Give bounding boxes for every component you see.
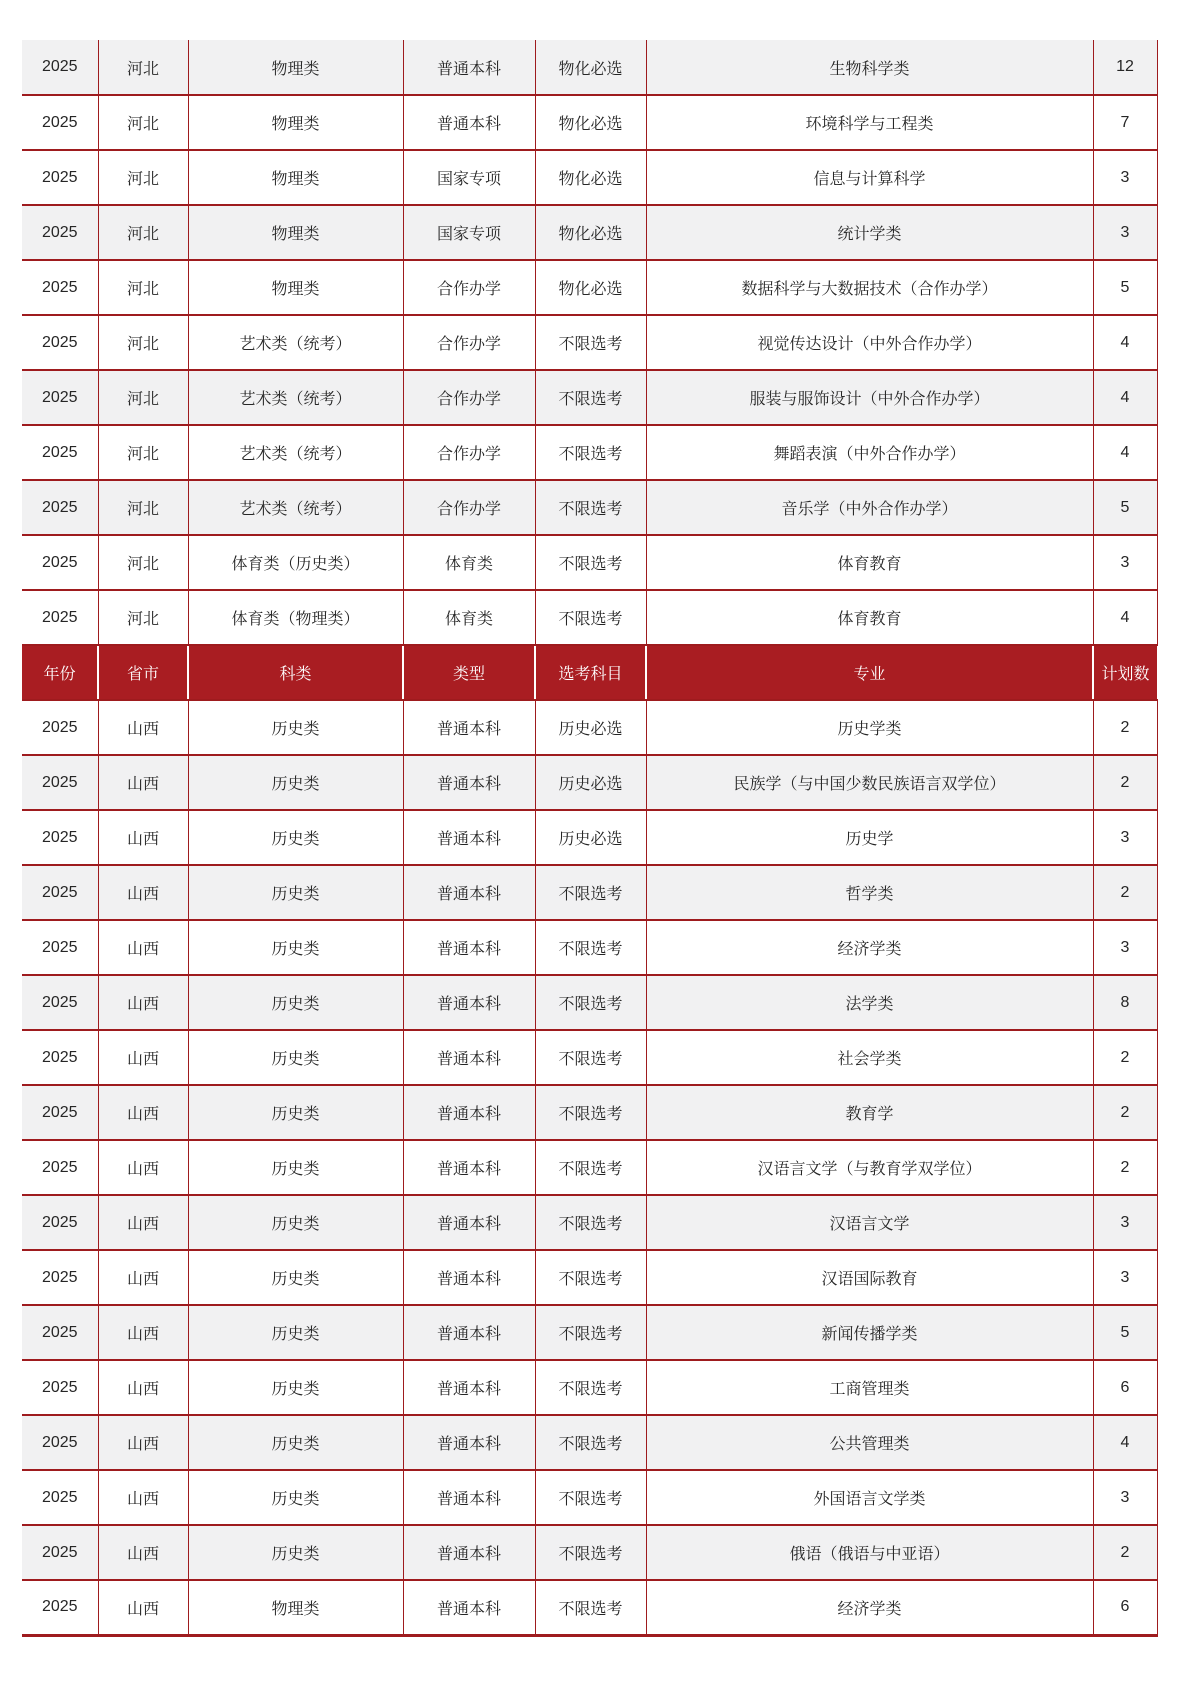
- table-cell: 4: [1093, 315, 1157, 370]
- table-cell: 社会学类: [646, 1030, 1093, 1085]
- table-cell: 2: [1093, 755, 1157, 810]
- table-cell: 2025: [22, 1415, 98, 1470]
- table-cell: 不限选考: [535, 1305, 646, 1360]
- table-cell: 山西: [98, 1580, 188, 1635]
- table-cell: 不限选考: [535, 1085, 646, 1140]
- table-cell: 舞蹈表演（中外合作办学）: [646, 425, 1093, 480]
- table-row: [22, 425, 1157, 480]
- table-row: [22, 1525, 1157, 1580]
- table-cell: 6: [1093, 1580, 1157, 1635]
- table-cell: 物理类: [188, 1580, 403, 1635]
- table-cell: 物理类: [188, 40, 403, 95]
- table-cell: 4: [1093, 590, 1157, 645]
- table-cell: 不限选考: [535, 315, 646, 370]
- table-cell: 3: [1093, 810, 1157, 865]
- table-cell: 外国语言文学类: [646, 1470, 1093, 1525]
- table-row: [22, 260, 1157, 315]
- table-cell: 2025: [22, 920, 98, 975]
- table-cell: 物理类: [188, 205, 403, 260]
- table-cell: 艺术类（统考）: [188, 315, 403, 370]
- table-row: [22, 1195, 1157, 1250]
- table-row: [22, 535, 1157, 590]
- table-row: [22, 150, 1157, 205]
- table-cell: 山西: [98, 1360, 188, 1415]
- table-cell: 历史类: [188, 1470, 403, 1525]
- header-cell: 科类: [188, 645, 403, 700]
- table-cell: 山西: [98, 810, 188, 865]
- table-row: [22, 1580, 1157, 1635]
- table-cell: 山西: [98, 1085, 188, 1140]
- table-cell: 普通本科: [403, 95, 535, 150]
- table-cell: 公共管理类: [646, 1415, 1093, 1470]
- table-cell: 普通本科: [403, 865, 535, 920]
- table-cell: 河北: [98, 260, 188, 315]
- table-row: [22, 920, 1157, 975]
- table-cell: 2025: [22, 95, 98, 150]
- table-cell: 哲学类: [646, 865, 1093, 920]
- table-cell: 普通本科: [403, 700, 535, 755]
- table-cell: 3: [1093, 205, 1157, 260]
- table-cell: 普通本科: [403, 810, 535, 865]
- table-cell: 不限选考: [535, 920, 646, 975]
- table-row: [22, 1415, 1157, 1470]
- table-cell: 统计学类: [646, 205, 1093, 260]
- table-cell: 2025: [22, 1305, 98, 1360]
- table-cell: 历史类: [188, 1030, 403, 1085]
- table-cell: 不限选考: [535, 480, 646, 535]
- table-cell: 历史类: [188, 1305, 403, 1360]
- table-cell: 艺术类（统考）: [188, 370, 403, 425]
- table-cell: 普通本科: [403, 755, 535, 810]
- table-cell: 普通本科: [403, 1030, 535, 1085]
- table-cell: 3: [1093, 150, 1157, 205]
- table-cell: 普通本科: [403, 1415, 535, 1470]
- table-cell: 历史类: [188, 920, 403, 975]
- table-cell: 2025: [22, 1580, 98, 1635]
- table-row: [22, 1140, 1157, 1195]
- table-cell: 体育教育: [646, 535, 1093, 590]
- table-cell: 2025: [22, 1525, 98, 1580]
- table-row: [22, 590, 1157, 645]
- table-cell: 俄语（俄语与中亚语）: [646, 1525, 1093, 1580]
- table-cell: 2: [1093, 865, 1157, 920]
- table-row: [22, 1250, 1157, 1305]
- table-cell: 历史类: [188, 1085, 403, 1140]
- table-cell: 历史必选: [535, 810, 646, 865]
- table-header-row: [22, 645, 1157, 700]
- table-cell: 普通本科: [403, 920, 535, 975]
- table-row: [22, 1305, 1157, 1360]
- table-cell: 不限选考: [535, 1470, 646, 1525]
- table-cell: 3: [1093, 1195, 1157, 1250]
- table-cell: 不限选考: [535, 1360, 646, 1415]
- table-cell: 不限选考: [535, 1195, 646, 1250]
- table-cell: 普通本科: [403, 1525, 535, 1580]
- table-cell: 历史类: [188, 1525, 403, 1580]
- table-cell: 体育类（历史类）: [188, 535, 403, 590]
- table-cell: 历史类: [188, 755, 403, 810]
- table-cell: 2025: [22, 810, 98, 865]
- table-cell: 体育类: [403, 535, 535, 590]
- table-cell: 历史类: [188, 1140, 403, 1195]
- table-cell: 音乐学（中外合作办学）: [646, 480, 1093, 535]
- table-row: [22, 1085, 1157, 1140]
- table-cell: 2025: [22, 1360, 98, 1415]
- table-cell: 汉语国际教育: [646, 1250, 1093, 1305]
- header-cell: 计划数: [1093, 645, 1157, 700]
- table-cell: 河北: [98, 480, 188, 535]
- table-cell: 不限选考: [535, 1250, 646, 1305]
- table-cell: 不限选考: [535, 975, 646, 1030]
- table-cell: 2025: [22, 260, 98, 315]
- table-row: [22, 1360, 1157, 1415]
- table-cell: 历史必选: [535, 700, 646, 755]
- table-row: [22, 810, 1157, 865]
- table-cell: 普通本科: [403, 1305, 535, 1360]
- table-cell: 河北: [98, 150, 188, 205]
- table-cell: 物理类: [188, 95, 403, 150]
- table-cell: 5: [1093, 260, 1157, 315]
- table-cell: 体育类: [403, 590, 535, 645]
- table-cell: 普通本科: [403, 40, 535, 95]
- table-cell: 国家专项: [403, 150, 535, 205]
- header-cell: 类型: [403, 645, 535, 700]
- table-row: [22, 205, 1157, 260]
- table-cell: 山西: [98, 1470, 188, 1525]
- table-cell: 2: [1093, 1085, 1157, 1140]
- table-cell: 2: [1093, 700, 1157, 755]
- table-cell: 不限选考: [535, 865, 646, 920]
- table-cell: 河北: [98, 370, 188, 425]
- table-cell: 合作办学: [403, 370, 535, 425]
- table-cell: 2025: [22, 40, 98, 95]
- table-row: [22, 865, 1157, 920]
- table-cell: 河北: [98, 205, 188, 260]
- table-row: [22, 1030, 1157, 1085]
- table-cell: 山西: [98, 755, 188, 810]
- table-cell: 2025: [22, 865, 98, 920]
- table-cell: 2025: [22, 370, 98, 425]
- table-cell: 历史类: [188, 865, 403, 920]
- table-cell: 2025: [22, 1250, 98, 1305]
- table-cell: 不限选考: [535, 425, 646, 480]
- table-cell: 不限选考: [535, 1140, 646, 1195]
- table-cell: 2025: [22, 205, 98, 260]
- table-cell: 国家专项: [403, 205, 535, 260]
- table-cell: 新闻传播学类: [646, 1305, 1093, 1360]
- table-cell: 视觉传达设计（中外合作办学）: [646, 315, 1093, 370]
- table-cell: 不限选考: [535, 590, 646, 645]
- table-cell: 8: [1093, 975, 1157, 1030]
- table-cell: 5: [1093, 1305, 1157, 1360]
- table-cell: 合作办学: [403, 425, 535, 480]
- table-cell: 不限选考: [535, 535, 646, 590]
- table-cell: 12: [1093, 40, 1157, 95]
- table-cell: 河北: [98, 315, 188, 370]
- table-cell: 经济学类: [646, 920, 1093, 975]
- table-cell: 2025: [22, 425, 98, 480]
- table-row: [22, 480, 1157, 535]
- table-cell: 历史类: [188, 1360, 403, 1415]
- table-cell: 河北: [98, 40, 188, 95]
- table-cell: 法学类: [646, 975, 1093, 1030]
- table-cell: 山西: [98, 1305, 188, 1360]
- table-cell: 2025: [22, 700, 98, 755]
- table-cell: 不限选考: [535, 1415, 646, 1470]
- table-cell: 山西: [98, 700, 188, 755]
- table-cell: 山西: [98, 1525, 188, 1580]
- table-row: [22, 755, 1157, 810]
- table-cell: 2: [1093, 1525, 1157, 1580]
- table-cell: 普通本科: [403, 1580, 535, 1635]
- table-cell: 历史类: [188, 975, 403, 1030]
- table-cell: 体育类（物理类）: [188, 590, 403, 645]
- table-cell: 河北: [98, 425, 188, 480]
- table-cell: 2025: [22, 755, 98, 810]
- table-cell: 合作办学: [403, 315, 535, 370]
- table-cell: 不限选考: [535, 1030, 646, 1085]
- table-cell: 2025: [22, 1085, 98, 1140]
- table-cell: 环境科学与工程类: [646, 95, 1093, 150]
- table-cell: 2: [1093, 1030, 1157, 1085]
- table-cell: 合作办学: [403, 260, 535, 315]
- table-cell: 2025: [22, 1470, 98, 1525]
- table-cell: 历史类: [188, 1415, 403, 1470]
- table-cell: 汉语言文学（与教育学双学位）: [646, 1140, 1093, 1195]
- table-cell: 3: [1093, 1470, 1157, 1525]
- table-cell: 不限选考: [535, 370, 646, 425]
- table-cell: 普通本科: [403, 975, 535, 1030]
- table-cell: 5: [1093, 480, 1157, 535]
- table-cell: 山西: [98, 1030, 188, 1085]
- table-cell: 生物科学类: [646, 40, 1093, 95]
- table-cell: 河北: [98, 95, 188, 150]
- table-cell: 2025: [22, 1030, 98, 1085]
- table-cell: 不限选考: [535, 1580, 646, 1635]
- table-cell: 2025: [22, 1140, 98, 1195]
- admission-plan-table: [22, 40, 1158, 1637]
- table-cell: 普通本科: [403, 1195, 535, 1250]
- table-cell: 体育教育: [646, 590, 1093, 645]
- table-cell: 山西: [98, 1195, 188, 1250]
- table-cell: 河北: [98, 535, 188, 590]
- table-cell: 历史类: [188, 810, 403, 865]
- table-cell: 2025: [22, 535, 98, 590]
- table-body: [22, 40, 1157, 1635]
- table-cell: 普通本科: [403, 1250, 535, 1305]
- table-cell: 7: [1093, 95, 1157, 150]
- table-cell: 3: [1093, 535, 1157, 590]
- table-cell: 普通本科: [403, 1140, 535, 1195]
- table-cell: 2025: [22, 590, 98, 645]
- table-cell: 历史类: [188, 700, 403, 755]
- table-cell: 山西: [98, 1415, 188, 1470]
- table-row: [22, 95, 1157, 150]
- header-cell: 专业: [646, 645, 1093, 700]
- table-cell: 2025: [22, 1195, 98, 1250]
- header-cell: 省市: [98, 645, 188, 700]
- table-cell: 合作办学: [403, 480, 535, 535]
- table-cell: 4: [1093, 1415, 1157, 1470]
- table-cell: 历史学类: [646, 700, 1093, 755]
- table-cell: 物理类: [188, 150, 403, 205]
- table-cell: 4: [1093, 425, 1157, 480]
- table-cell: 不限选考: [535, 1525, 646, 1580]
- table-cell: 历史学: [646, 810, 1093, 865]
- table-cell: 历史必选: [535, 755, 646, 810]
- table-cell: 2025: [22, 480, 98, 535]
- table-cell: 3: [1093, 920, 1157, 975]
- table-cell: 山西: [98, 1140, 188, 1195]
- table-row: [22, 40, 1157, 95]
- header-cell: 选考科目: [535, 645, 646, 700]
- table-cell: 服装与服饰设计（中外合作办学）: [646, 370, 1093, 425]
- table-row: [22, 315, 1157, 370]
- table-cell: 物化必选: [535, 95, 646, 150]
- table-cell: 2: [1093, 1140, 1157, 1195]
- table-cell: 汉语言文学: [646, 1195, 1093, 1250]
- table-row: [22, 700, 1157, 755]
- table-cell: 艺术类（统考）: [188, 425, 403, 480]
- table-cell: 4: [1093, 370, 1157, 425]
- table-cell: 普通本科: [403, 1360, 535, 1415]
- table-cell: 山西: [98, 920, 188, 975]
- table-cell: 2025: [22, 975, 98, 1030]
- table-cell: 物理类: [188, 260, 403, 315]
- table-cell: 物化必选: [535, 205, 646, 260]
- table-cell: 山西: [98, 865, 188, 920]
- table-cell: 3: [1093, 1250, 1157, 1305]
- table-row: [22, 1470, 1157, 1525]
- table-cell: 物化必选: [535, 150, 646, 205]
- table-cell: 山西: [98, 1250, 188, 1305]
- table-cell: 数据科学与大数据技术（合作办学）: [646, 260, 1093, 315]
- table-cell: 普通本科: [403, 1470, 535, 1525]
- table-cell: 物化必选: [535, 260, 646, 315]
- table-cell: 经济学类: [646, 1580, 1093, 1635]
- table-cell: 物化必选: [535, 40, 646, 95]
- table-cell: 河北: [98, 590, 188, 645]
- table-cell: 2025: [22, 315, 98, 370]
- table-cell: 历史类: [188, 1195, 403, 1250]
- table-row: [22, 370, 1157, 425]
- table-cell: 历史类: [188, 1250, 403, 1305]
- table-cell: 工商管理类: [646, 1360, 1093, 1415]
- table-cell: 2025: [22, 150, 98, 205]
- table-cell: 艺术类（统考）: [188, 480, 403, 535]
- table-cell: 教育学: [646, 1085, 1093, 1140]
- table-cell: 6: [1093, 1360, 1157, 1415]
- header-cell: 年份: [22, 645, 98, 700]
- table-cell: 信息与计算科学: [646, 150, 1093, 205]
- table-cell: 山西: [98, 975, 188, 1030]
- table-cell: 民族学（与中国少数民族语言双学位）: [646, 755, 1093, 810]
- table-cell: 普通本科: [403, 1085, 535, 1140]
- table-row: [22, 975, 1157, 1030]
